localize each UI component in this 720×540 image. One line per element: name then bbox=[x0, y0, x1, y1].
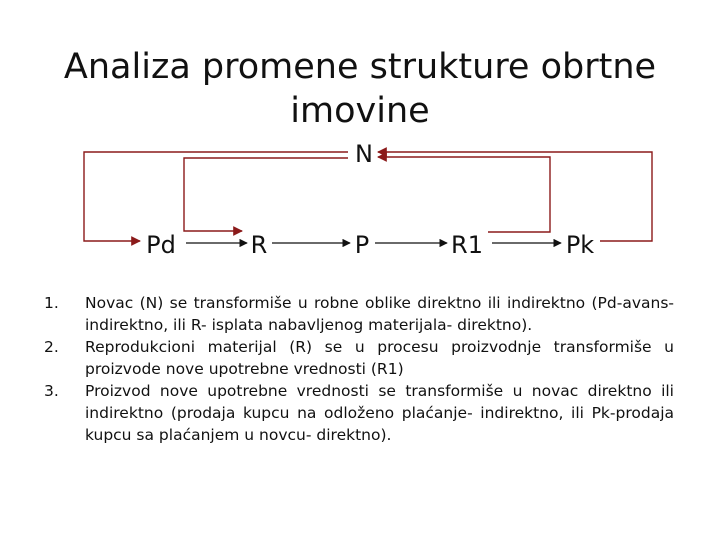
list-item-number: 1. bbox=[44, 294, 59, 312]
node-r1: R1 bbox=[451, 231, 483, 259]
arrow-n-to-r bbox=[184, 158, 348, 231]
list-item-text: Proizvod nove upotrebne vrednosti se transformiše u novac direktno ili indirektno (prodaja kupcu na odloženo plaćanje- indirektno, ili Pk-prodaja kupcu sa plaćanjem u novcu- direktno). bbox=[85, 382, 674, 444]
title-line-1: Analiza promene strukture obrtne bbox=[63, 47, 657, 88]
list-item bbox=[44, 380, 674, 446]
node-n: N bbox=[355, 140, 373, 168]
title-line-2: imovine bbox=[290, 91, 430, 132]
list-item-number: 3. bbox=[44, 382, 59, 400]
list-item-text: Novac (N) se transformiše u robne oblike direktno ili indirektno (Pd-avans- indirektno, ili R- isplata nabavljenog materijala- direktno). bbox=[85, 294, 674, 334]
list-item-number: 2. bbox=[44, 338, 59, 356]
list-item bbox=[44, 336, 674, 380]
arrow-r1-to-n bbox=[378, 157, 550, 232]
list-item bbox=[44, 292, 674, 336]
node-p: P bbox=[354, 231, 370, 259]
list-item-text: Reprodukcioni materijal (R) se u procesu proizvodnje transformiše u proizvode nove upotrebne vrednosti (R1) bbox=[85, 338, 674, 378]
arrow-pk-to-n bbox=[378, 152, 652, 241]
arrow-n-to-pd bbox=[84, 152, 348, 241]
explanation-list bbox=[44, 292, 674, 446]
node-pd: Pd bbox=[146, 231, 176, 259]
node-r: R bbox=[250, 231, 268, 259]
node-pk: Pk bbox=[565, 231, 595, 259]
